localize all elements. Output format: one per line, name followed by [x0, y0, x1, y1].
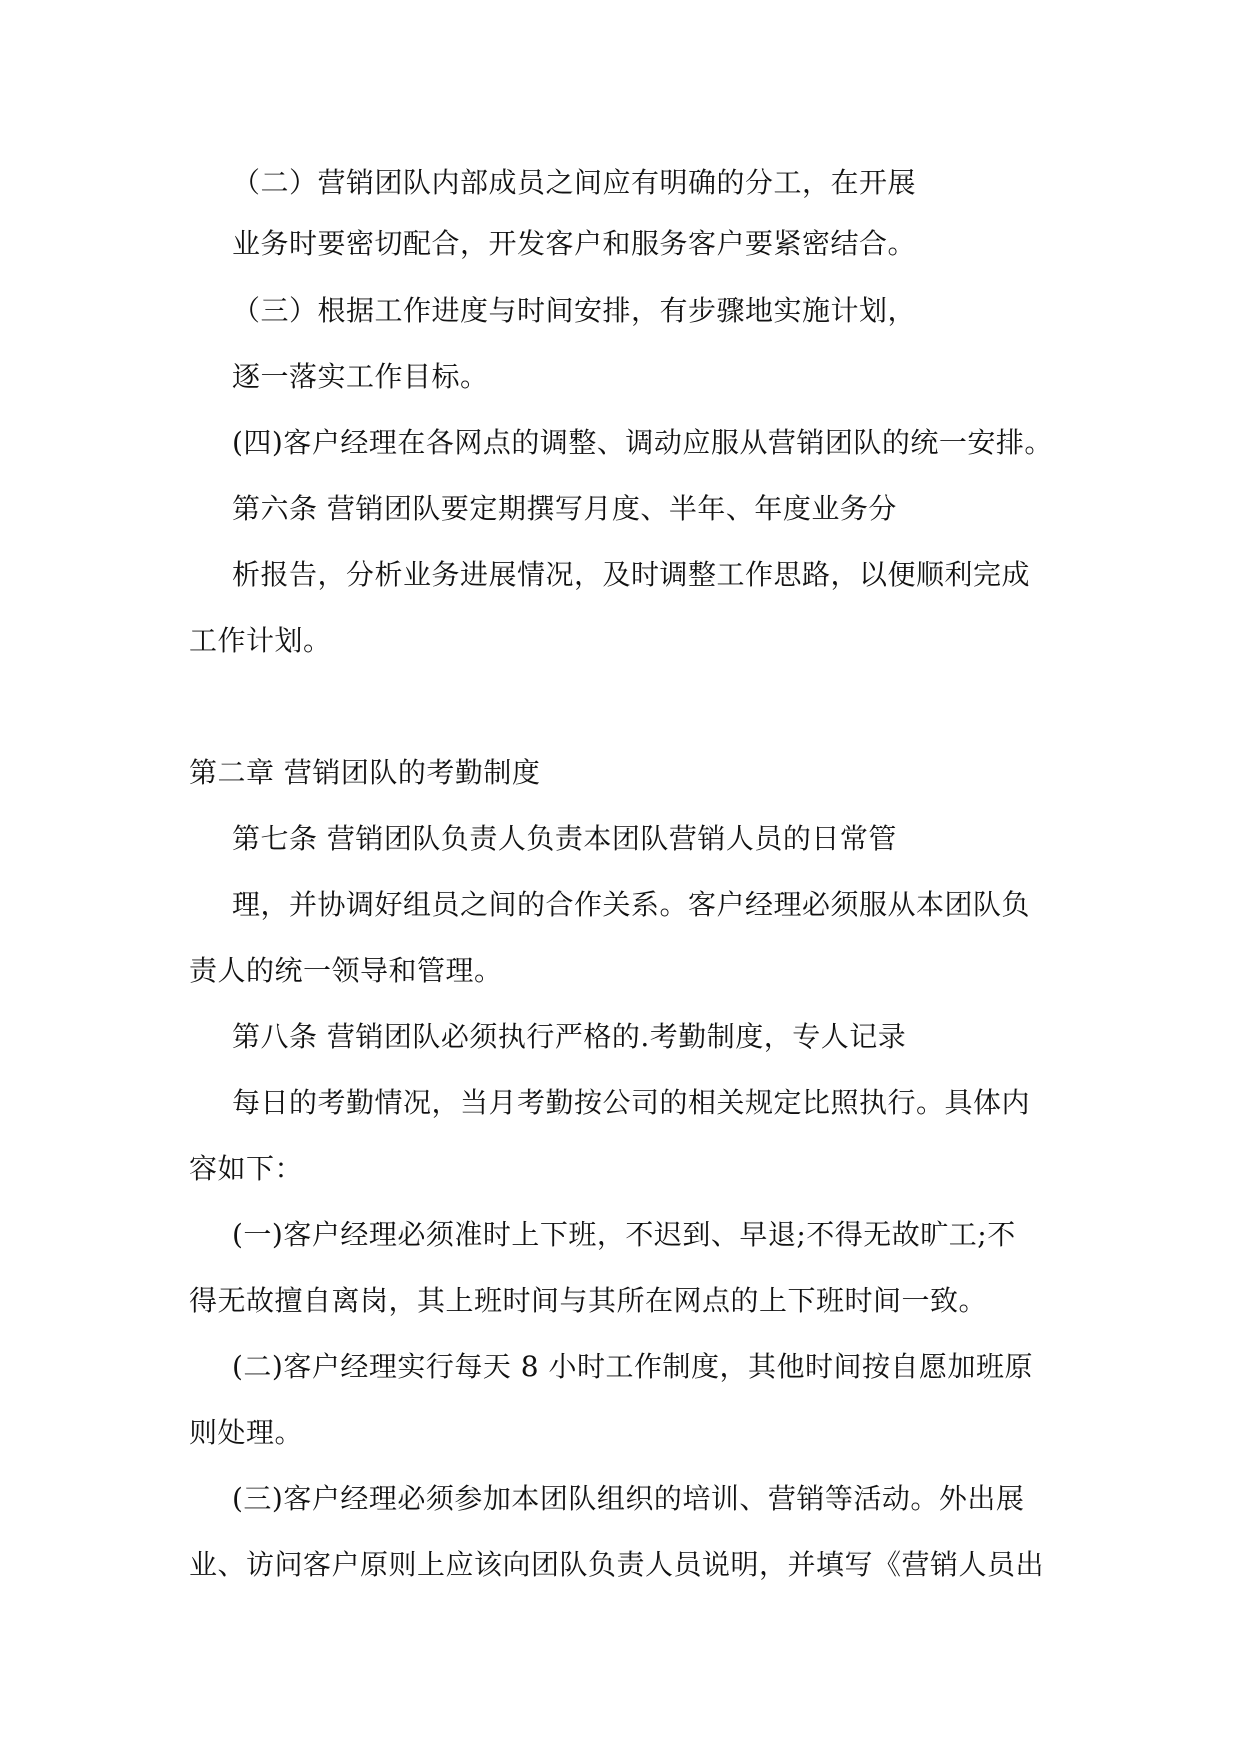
paragraph-line: （三）根据工作进度与时间安排，有步骤地实施计划， — [232, 294, 917, 327]
paragraph-line: (一)客户经理必须准时上下班，不迟到、早退;不得无故旷工;不 — [232, 1218, 1016, 1251]
paragraph-line: (三)客户经理必须参加本团队组织的培训、营销等活动。外出展 — [232, 1482, 1025, 1515]
paragraph-line: 业、访问客户原则上应该向团队负责人员说明，并填写《营销人员出 — [189, 1548, 1045, 1581]
paragraph-line: 业务时要密切配合，开发客户和服务客户要紧密结合。 — [232, 227, 917, 260]
paragraph-line: 析报告，分析业务进展情况，及时调整工作思路，以便顺利完成 — [232, 558, 1031, 591]
paragraph-line: 责人的统一领导和管理。 — [189, 954, 503, 987]
paragraph-line: （二）营销团队内部成员之间应有明确的分工，在开展 — [232, 166, 917, 199]
article-heading-line: 第八条 营销团队必须执行严格的.考勤制度，专人记录 — [232, 1020, 907, 1053]
paragraph-line: 理，并协调好组员之间的合作关系。客户经理必须服从本团队负 — [232, 888, 1031, 921]
paragraph-line: (四)客户经理在各网点的调整、调动应服从营销团队的统一安排。 — [232, 426, 1053, 459]
article-heading-line: 第六条 营销团队要定期撰写月度、半年、年度业务分 — [232, 492, 897, 525]
article-heading-line: 第七条 营销团队负责人负责本团队营销人员的日常管 — [232, 822, 897, 855]
paragraph-line: 每日的考勤情况，当月考勤按公司的相关规定比照执行。具体内 — [232, 1086, 1031, 1119]
paragraph-line: 工作计划。 — [189, 624, 332, 657]
paragraph-line: 逐一落实工作目标。 — [232, 360, 489, 393]
paragraph-line: 则处理。 — [189, 1416, 304, 1449]
paragraph-line: (二)客户经理实行每天 8 小时工作制度，其他时间按自愿加班原 — [232, 1350, 1033, 1383]
chapter-heading: 第二章 营销团队的考勤制度 — [189, 756, 541, 789]
paragraph-line: 得无故擅自离岗，其上班时间与其所在网点的上下班时间一致。 — [189, 1284, 988, 1317]
paragraph-line: 容如下： — [189, 1152, 304, 1185]
